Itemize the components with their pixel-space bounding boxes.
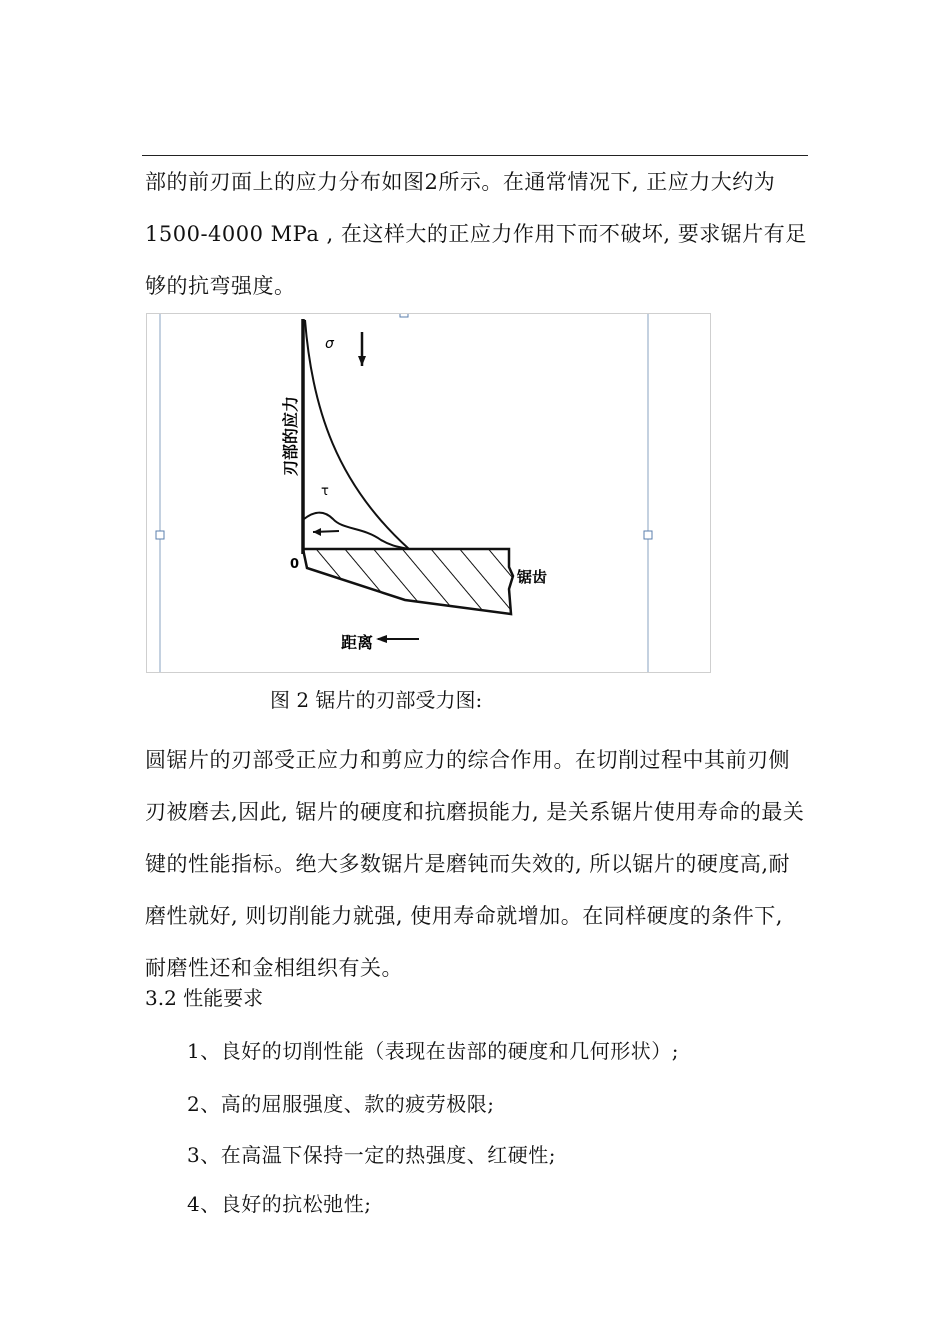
figure-caption: 图 2 锯片的刃部受力图:	[270, 688, 483, 712]
sigma-label: σ	[325, 336, 334, 352]
sigma-curve	[305, 320, 409, 549]
saw-tooth-label: 锯齿	[517, 568, 548, 586]
requirement-item: 2、高的屈服强度、款的疲劳极限;	[187, 1092, 495, 1116]
requirement-item: 4、良好的抗松弛性;	[187, 1192, 372, 1216]
origin-label: 0	[290, 557, 300, 572]
resize-handle-top[interactable]	[400, 314, 408, 317]
saw-tooth-shape	[303, 549, 513, 614]
figure-saw-blade-stress	[146, 313, 711, 673]
x-axis-label: 距离	[341, 633, 374, 652]
resize-handle-right[interactable]	[644, 531, 652, 539]
tau-label: τ	[321, 484, 329, 499]
requirement-item: 1、良好的切削性能（表现在齿部的硬度和几何形状）;	[187, 1039, 679, 1063]
resize-handle-left[interactable]	[156, 531, 164, 539]
y-axis-label: 刃部的应力	[281, 395, 300, 476]
requirement-item: 3、在高温下保持一定的热强度、红硬性;	[187, 1143, 556, 1167]
paragraph-hardness: 圆锯片的刃部受正应力和剪应力的综合作用。在切削过程中其前刃侧刃被磨去,因此, 锯片的硬度和抗磨损能力, 是关系锯片使用寿命的最关键的性能指标。绝大多数锯片是磨钝而失效的, 所以锯片的硬度高,耐磨性就好, 则切削能力就强, 使用寿命就增加。在同样硬度的条件下, 耐磨性还和金相组织有关。	[145, 748, 805, 980]
paragraph-stress-distribution: 部的前刃面上的应力分布如图2所示。在通常情况下, 正应力大约为1500-4000 MPa , 在这样大的正应力作用下而不破坏, 要求锯片有足够的抗弯强度。	[145, 170, 807, 298]
stress-diagram	[147, 314, 710, 672]
section-heading: 3.2 性能要求	[145, 986, 264, 1010]
